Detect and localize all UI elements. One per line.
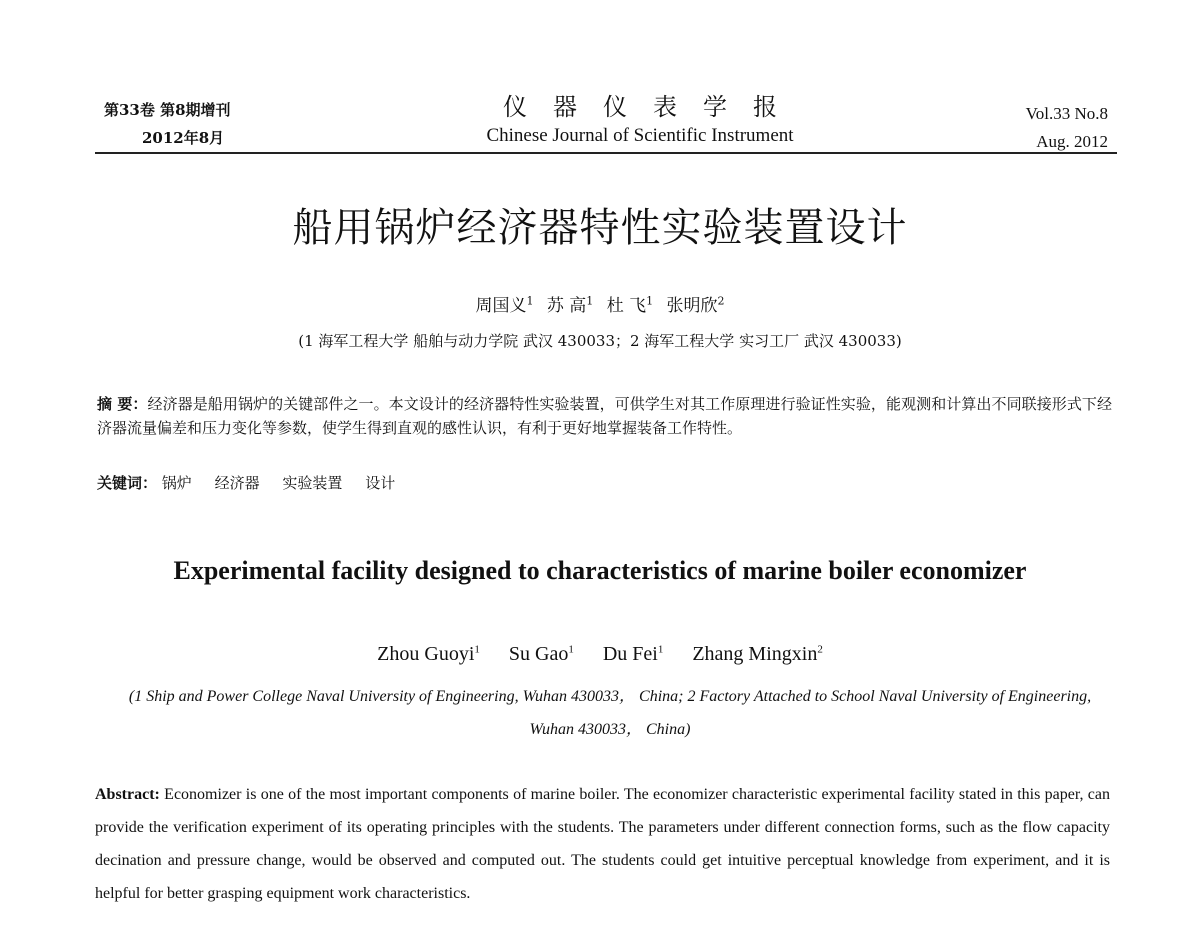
abstract-label-en: Abstract: — [95, 786, 160, 803]
journal-name — [430, 90, 850, 148]
author-en: Su Gao$^1$ — [508, 643, 574, 665]
keyword-cn: 实验装置 — [282, 474, 343, 492]
author-cn: 苏 高$^1$ — [546, 294, 594, 316]
keyword-cn: 设计 — [365, 474, 396, 492]
keyword-cn: 经济器 — [214, 474, 260, 492]
journal-name-en: Chinese Journal of Scientific Instrument — [486, 125, 794, 146]
author-cn: 杜 飞$^1$ — [606, 294, 654, 316]
keywords-label-cn: 关键词： — [97, 474, 158, 492]
header-rule — [95, 152, 1117, 154]
date-cn: 2012年8月 — [142, 129, 225, 147]
abstract-text-en: Economizer is one of the most important components of marine boiler. The economizer characteristic experimental facility stated in this paper, can provide the verification experiment of its operating principles with the students. The parameters under different connection forms, such as the flow capacity decination and pressure change, would be observed and computed out. The students could get intuitive perceptual knowledge from experiment, and it is helpful for better grasping equipment work characteristics. — [95, 786, 1111, 902]
author-en: Zhang Mingxin$^2$ — [692, 643, 823, 665]
author-en: Du Fei$^1$ — [602, 643, 664, 665]
date-en: Aug. 2012 — [1036, 132, 1108, 151]
author-cn: 张明欣$^2$ — [666, 294, 725, 316]
keyword-cn: 锅炉 — [161, 474, 192, 492]
volume-issue-cn: 第33卷 第8期增刊 — [104, 101, 231, 119]
abstract-en — [95, 778, 1110, 910]
author-en: Zhou Guoyi$^1$ — [377, 643, 480, 665]
author-list-cn — [0, 291, 1200, 316]
journal-volume-en — [1026, 100, 1108, 156]
volume-issue-en: Vol.33 No.8 — [1025, 104, 1108, 123]
paper-title-cn: 船用锅炉经济器特性实验装置设计 — [292, 205, 908, 251]
journal-volume-cn — [104, 96, 231, 152]
journal-name-cn: 仪器仪表学报 — [503, 93, 803, 121]
abstract-text-cn: 经济器是船用锅炉的关键部件之一。本文设计的经济器特性实验装置，可供学生对其工作原理进行验证性实验，能观测和计算出不同联接形式下经济器流量偏差和压力变化等参数，使学生得到直观的感性认识，有利于更好地掌握装备工作特性。 — [97, 395, 1112, 437]
affiliation-en: (1 Ship and Power College Naval University of Engineering, Wuhan 430033， China; 2 Factory Attached to School Naval University of Engineering, Wuhan 430033， China) — [128, 688, 1092, 738]
author-cn: 周国义$^1$ — [475, 294, 534, 316]
author-list-en — [0, 643, 1200, 666]
keywords-cn — [97, 472, 413, 493]
abstract-cn — [97, 392, 1112, 440]
affiliation-cn: (1 海军工程大学 船舶与动力学院 武汉 430033；2 海军工程大学 实习工厂 武汉 430033) — [298, 332, 902, 350]
abstract-label-cn: 摘 要： — [97, 395, 148, 413]
paper-title-en: Experimental facility designed to characteristics of marine boiler economizer — [173, 556, 1027, 585]
